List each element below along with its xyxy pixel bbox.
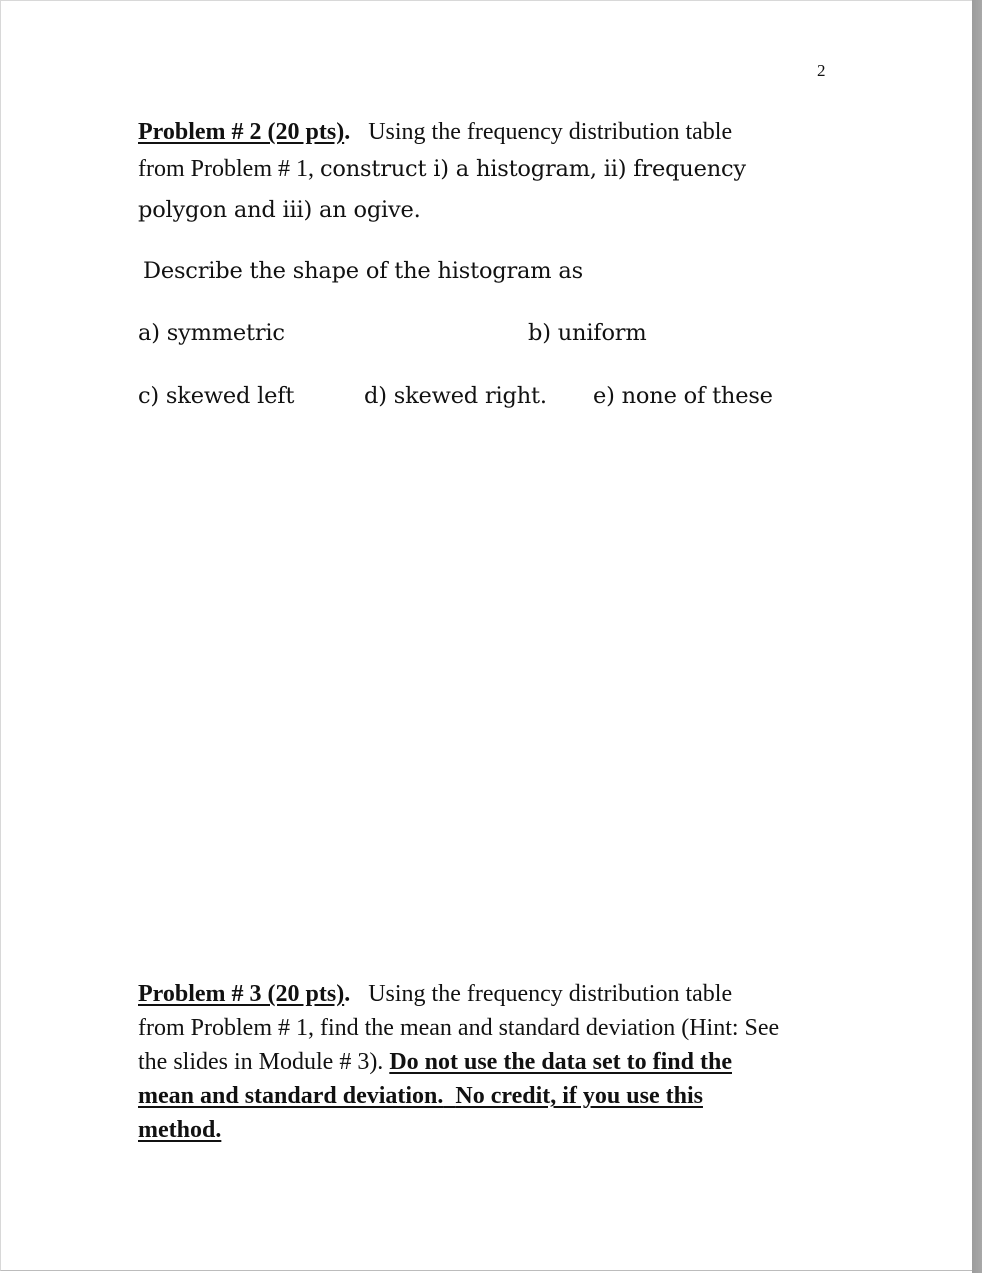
- problem2-line2: [138, 156, 746, 183]
- problem3-line4-bold-a: mean and standard deviation.: [138, 1083, 444, 1109]
- problem2-heading: Problem # 2 (20 pts): [138, 119, 345, 145]
- problem2-describe: Describe the shape of the histogram as: [143, 258, 583, 284]
- option-a: a) symmetric: [138, 320, 285, 346]
- problem3-line5-bold: method.: [138, 1117, 222, 1143]
- problem2-line1: [138, 119, 732, 146]
- option-b: b) uniform: [528, 320, 647, 346]
- problem3-line3: [138, 1049, 732, 1076]
- option-d: d) skewed right.: [364, 383, 547, 409]
- page-number: 2: [817, 61, 826, 80]
- problem3-line1-text: Using the frequency distribution table: [368, 981, 733, 1007]
- problem3-line2: from Problem # 1, find the mean and standard deviation (Hint: See: [138, 1015, 780, 1041]
- problem3-line5: [138, 1117, 221, 1144]
- problem2-heading-period: .: [344, 119, 351, 145]
- problem3-line4-bold-b: No credit, if you use this: [455, 1083, 703, 1109]
- option-c: c) skewed left: [138, 383, 295, 409]
- problem2-line1-text: Using the frequency distribution table: [368, 119, 733, 145]
- problem3-line3-bold: Do not use the data set to find the: [389, 1049, 732, 1075]
- viewer-edge-shadow: [972, 0, 982, 1273]
- option-e: e) none of these: [593, 383, 773, 409]
- problem3-line4: [138, 1083, 703, 1110]
- problem2-line2-serif: from Problem # 1,: [138, 156, 314, 182]
- problem2-line3: polygon and iii) an ogive.: [138, 197, 421, 223]
- problem3-line3-plain: the slides in Module # 3).: [138, 1049, 384, 1075]
- problem3-heading-period: .: [344, 981, 351, 1007]
- problem3-heading: Problem # 3 (20 pts): [138, 981, 345, 1007]
- problem3-line1: [138, 981, 732, 1008]
- problem2-line2-palatino: construct i) a histogram, ii) frequency: [319, 156, 746, 182]
